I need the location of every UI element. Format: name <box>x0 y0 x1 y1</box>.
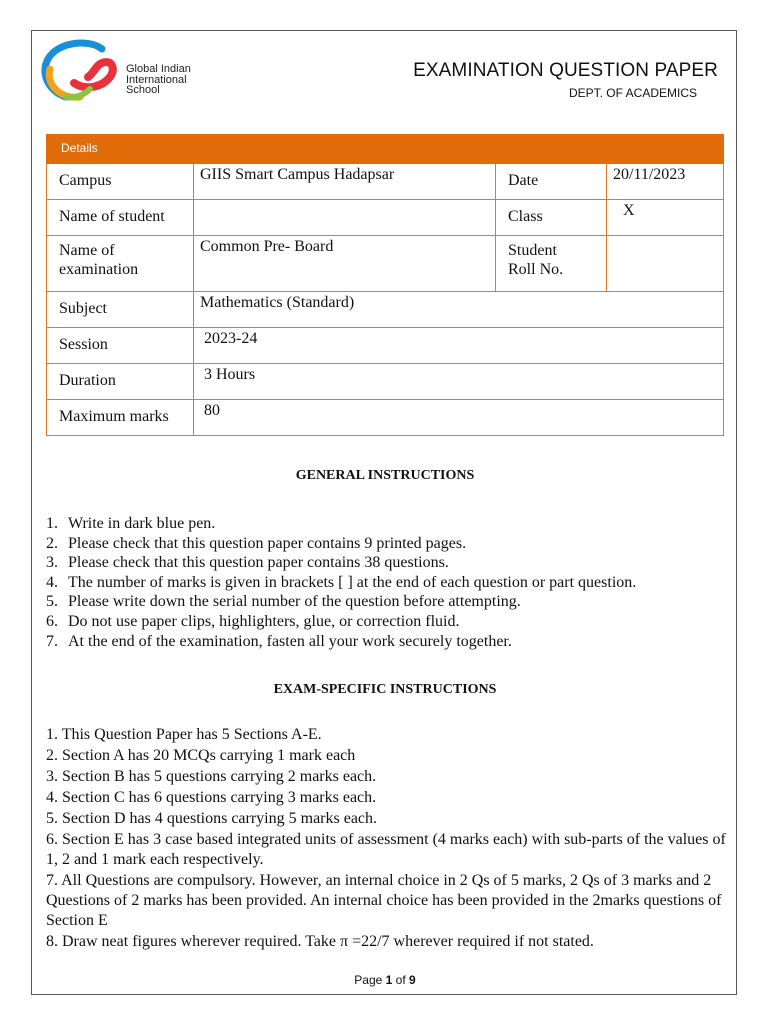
max-marks-label: Maximum marks <box>47 400 194 436</box>
roll-no-label <box>496 236 607 292</box>
page-number <box>32 973 738 987</box>
table-row <box>47 328 724 364</box>
class-label: Class <box>496 200 607 236</box>
session-value: 2023-24 <box>194 328 724 364</box>
table-row <box>47 400 724 436</box>
item-number: 1. <box>46 515 58 532</box>
student-name-field[interactable] <box>194 200 496 236</box>
exam-name-label <box>47 236 194 292</box>
item-text: At the end of the examination, fasten all your work securely together. <box>68 632 512 650</box>
list-item: 6. Section E has 3 case based integrated units of assessment (4 marks each) with sub-parts of the values of 1, 2 and 1 mark each respectively. <box>46 831 726 869</box>
list-item: 3. Section B has 5 questions carrying 2 marks each. <box>46 768 377 786</box>
logo-line: Global Indian <box>126 63 191 75</box>
table-row <box>47 364 724 400</box>
roll-label-line: Roll No. <box>508 261 564 278</box>
logo-line: International <box>126 73 187 86</box>
table-row <box>47 164 724 200</box>
list-item <box>46 553 636 573</box>
exam-label-line: Name of <box>59 242 115 259</box>
list-item <box>46 592 636 612</box>
item-text: Do not use paper clips, highlighters, glue, or correction fluid. <box>68 612 460 630</box>
roll-no-field[interactable] <box>607 236 724 292</box>
details-header-row <box>47 135 724 164</box>
class-value: X <box>607 200 724 236</box>
item-text: Please check that this question paper contains 38 questions. <box>68 554 449 572</box>
list-item: 4. Section C has 6 questions carrying 3 marks each. <box>46 789 377 807</box>
item-number: 2. <box>46 534 58 552</box>
campus-label: Campus <box>47 164 194 200</box>
table-row <box>47 200 724 236</box>
logo-swirl-icon <box>40 39 120 101</box>
page-title: EXAMINATION QUESTION PAPER <box>413 60 718 81</box>
list-item: 1. This Question Paper has 5 Sections A-E. <box>46 726 322 743</box>
duration-label: Duration <box>47 364 194 400</box>
student-name-label: Name of student <box>47 200 194 236</box>
general-instructions-title: GENERAL INSTRUCTIONS <box>295 468 475 483</box>
campus-value: GIIS Smart Campus Hadapsar <box>194 164 496 200</box>
list-item: 8. Draw neat figures wherever required. Take π =22/7 wherever required if not stated. <box>46 933 594 951</box>
item-text: Please check that this question paper contains 9 printed pages. <box>68 534 467 552</box>
logo-wordmark <box>126 64 191 96</box>
exam-page <box>31 30 737 995</box>
page-current: 1 <box>385 973 393 987</box>
table-row <box>47 292 724 328</box>
logo-line: School <box>126 84 160 96</box>
max-marks-value: 80 <box>194 400 724 436</box>
subject-value: Mathematics (Standard) <box>194 292 724 328</box>
general-instructions-list <box>46 514 636 651</box>
session-label: Session <box>47 328 194 364</box>
of-word: of <box>395 973 406 987</box>
list-item <box>46 632 636 652</box>
page-total: 9 <box>409 973 416 987</box>
item-text: Write in dark blue pen. <box>68 515 216 532</box>
list-item <box>46 573 636 593</box>
duration-value: 3 Hours <box>194 364 724 400</box>
list-item <box>46 514 636 534</box>
date-label: Date <box>496 164 607 200</box>
page-word: Page <box>354 973 383 987</box>
list-item: 5. Section D has 4 questions carrying 5 marks each. <box>46 810 378 828</box>
item-number: 7. <box>46 632 58 650</box>
item-text: Please write down the serial number of the question before attempting. <box>68 593 521 611</box>
school-logo <box>40 39 200 101</box>
item-number: 6. <box>46 612 58 630</box>
item-number: 5. <box>46 593 58 611</box>
item-number: 3. <box>46 554 58 572</box>
subject-label: Subject <box>47 292 194 328</box>
list-item: 7. All Questions are compulsory. However, an internal choice in 2 Qs of 5 marks, 2 Qs of 3 marks and 2 Questions of 2 marks has been provided. An internal choice has been provided in the 2marks questions of Section E <box>46 872 722 930</box>
date-value: 20/11/2023 <box>607 164 724 200</box>
exam-instructions-title: EXAM-SPECIFIC INSTRUCTIONS <box>273 682 497 697</box>
list-item: 2. Section A has 20 MCQs carrying 1 mark each <box>46 747 356 765</box>
item-text: The number of marks is given in brackets [ ] at the end of each question or part question. <box>68 573 637 591</box>
details-heading: Details <box>47 135 724 164</box>
exam-name-value: Common Pre- Board <box>194 236 496 292</box>
item-number: 4. <box>46 573 58 591</box>
list-item <box>46 612 636 632</box>
roll-label-line: Student <box>508 242 557 259</box>
department-subtitle: DEPT. OF ACADEMICS <box>568 86 697 100</box>
table-row <box>47 236 724 292</box>
exam-label-line: examination <box>59 261 139 278</box>
details-table <box>46 134 724 436</box>
exam-instructions-list <box>46 725 726 953</box>
list-item <box>46 534 636 554</box>
